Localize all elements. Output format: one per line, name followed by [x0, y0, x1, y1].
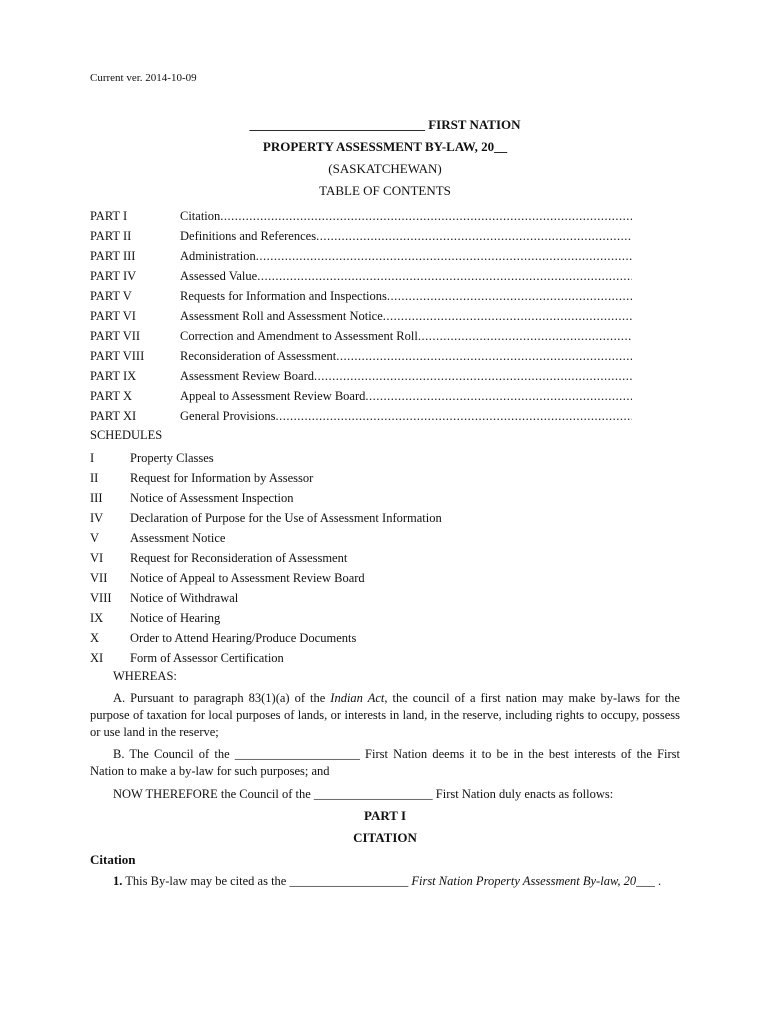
toc-leader — [256, 246, 632, 266]
table-of-contents — [90, 206, 632, 426]
toc-row — [90, 306, 632, 326]
schedule-row — [90, 448, 442, 468]
recital-a-end: , the council of a first nation may make by-laws for the purpose of taxation for local purposes of lands, or interests in land, in the reserve, including rights to occupy, possess or use land in the reserve; — [90, 691, 680, 739]
toc-part: PART X — [90, 389, 132, 403]
toc-title: Assessment Roll and Assessment Notice — [180, 309, 383, 323]
toc-part: PART IV — [90, 269, 137, 283]
schedule-row — [90, 628, 442, 648]
schedule-title: Property Classes — [130, 451, 214, 465]
schedule-row — [90, 528, 442, 548]
schedule-title: Assessment Notice — [130, 531, 226, 545]
recital-a-act: Indian Act — [330, 691, 385, 705]
toc-part: PART VIII — [90, 349, 145, 363]
section-1 — [90, 873, 680, 890]
toc-title: General Provisions — [180, 409, 276, 423]
toc-leader — [418, 326, 632, 346]
schedule-row — [90, 488, 442, 508]
title-province: (SASKATCHEWAN) — [328, 161, 442, 176]
toc-row — [90, 366, 632, 386]
recital-a-start: A. Pursuant to paragraph 83(1)(a) of the — [113, 691, 331, 705]
toc-part: PART I — [90, 209, 128, 223]
schedule-number: V — [90, 531, 100, 545]
toc-part: PART V — [90, 289, 132, 303]
recital-b — [90, 746, 680, 780]
section-text: This By-law may be cited as the ___________________ — [122, 874, 412, 888]
toc-leader — [314, 366, 632, 386]
toc-row — [90, 226, 632, 246]
toc-leader — [336, 346, 632, 366]
toc-row — [90, 326, 632, 346]
whereas-heading: WHEREAS: — [113, 669, 177, 683]
schedule-title: Notice of Hearing — [130, 611, 221, 625]
schedule-number: IV — [90, 511, 104, 525]
schedule-number: IX — [90, 611, 104, 625]
schedules-heading: SCHEDULES — [90, 428, 163, 442]
toc-row — [90, 266, 632, 286]
schedule-number: X — [90, 631, 100, 645]
toc-row — [90, 286, 632, 306]
schedule-number: VIII — [90, 591, 112, 605]
toc-title: Correction and Amendment to Assessment Roll — [180, 329, 418, 343]
schedule-row — [90, 568, 442, 588]
toc-row — [90, 346, 632, 366]
schedule-title: Form of Assessor Certification — [130, 651, 284, 665]
schedule-title: Notice of Assessment Inspection — [130, 491, 294, 505]
toc-leader — [275, 406, 632, 426]
schedule-number: III — [90, 491, 103, 505]
section-end: . — [654, 874, 662, 888]
schedule-title: Request for Information by Assessor — [130, 471, 314, 485]
schedule-title: Request for Reconsideration of Assessment — [130, 551, 348, 565]
toc-leader — [316, 226, 632, 246]
schedule-row — [90, 468, 442, 488]
toc-leader — [383, 306, 632, 326]
toc-part: PART VI — [90, 309, 136, 323]
toc-row — [90, 406, 632, 426]
schedule-row — [90, 508, 442, 528]
toc-leader — [220, 206, 632, 226]
toc-title: Reconsideration of Assessment — [180, 349, 337, 363]
recital-b-text: B. The Council of the ____________________ First Nation deems it to be in the best interests of the First Nation to make a by-law for such purposes; and — [90, 747, 680, 778]
toc-row — [90, 386, 632, 406]
toc-title: Citation — [180, 209, 221, 223]
toc-title: Assessment Review Board — [180, 369, 315, 383]
toc-part: PART XI — [90, 409, 137, 423]
citation-label: Citation — [90, 852, 136, 867]
schedule-number: I — [90, 451, 95, 465]
toc-title: Appeal to Assessment Review Board — [180, 389, 366, 403]
schedule-row — [90, 648, 442, 668]
toc-leader — [365, 386, 632, 406]
enactment-clause — [90, 786, 680, 803]
schedule-number: VII — [90, 571, 108, 585]
toc-part: PART IX — [90, 369, 137, 383]
toc-title: Requests for Information and Inspections — [180, 289, 387, 303]
part-subheading: CITATION — [353, 830, 417, 845]
title-first-nation: ___________________________ FIRST NATION — [249, 117, 521, 132]
toc-part: PART II — [90, 229, 132, 243]
toc-title: Definitions and References — [180, 229, 317, 243]
toc-title: Administration — [180, 249, 256, 263]
toc-row — [90, 246, 632, 266]
schedule-title: Order to Attend Hearing/Produce Documents — [130, 631, 357, 645]
schedule-row — [90, 588, 442, 608]
section-number: 1. — [113, 874, 123, 888]
schedule-number: VI — [90, 551, 104, 565]
part-heading: PART I — [363, 808, 407, 823]
title-bylaw: PROPERTY ASSESSMENT BY-LAW, 20__ — [262, 139, 508, 154]
schedule-row — [90, 608, 442, 628]
schedule-row — [90, 548, 442, 568]
schedule-title: Notice of Appeal to Assessment Review Board — [130, 571, 365, 585]
schedule-title: Declaration of Purpose for the Use of Assessment Information — [130, 511, 442, 525]
schedule-title: Notice of Withdrawal — [130, 591, 239, 605]
table-of-contents-heading: TABLE OF CONTENTS — [319, 183, 451, 198]
schedule-number: XI — [90, 651, 104, 665]
toc-title: Assessed Value — [180, 269, 258, 283]
version-label: Current ver. 2014-10-09 — [90, 72, 197, 84]
toc-part: PART III — [90, 249, 136, 263]
enactment-text: NOW THEREFORE the Council of the ___________________ First Nation duly enacts as follows: — [113, 787, 614, 801]
toc-leader — [387, 286, 632, 306]
recital-a — [90, 690, 680, 741]
toc-part: PART VII — [90, 329, 141, 343]
section-italic-title: First Nation Property Assessment By-law, 20___ — [411, 874, 655, 888]
schedules-list — [90, 448, 442, 668]
toc-row — [90, 206, 632, 226]
toc-leader — [257, 266, 632, 286]
schedule-number: II — [90, 471, 99, 485]
